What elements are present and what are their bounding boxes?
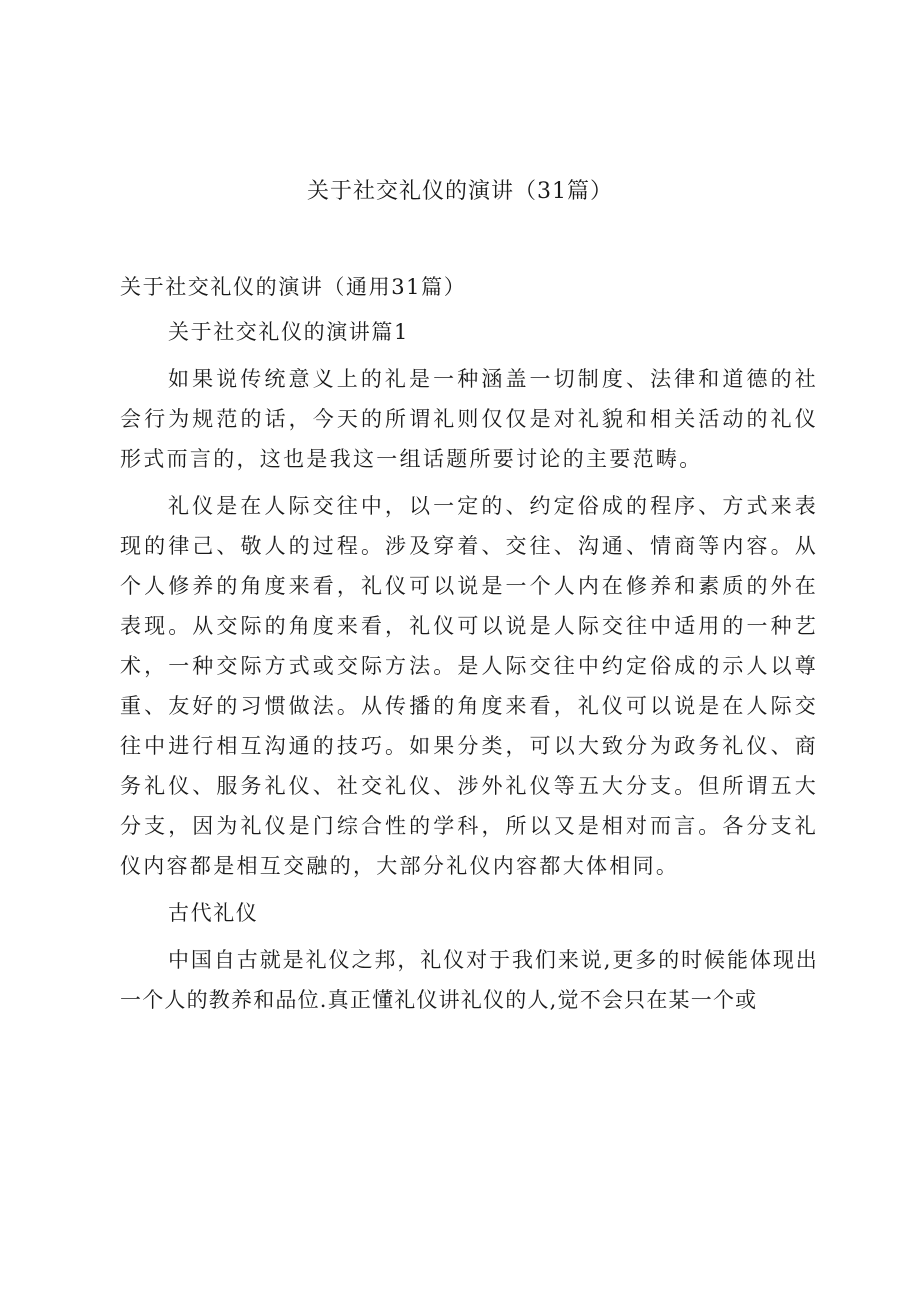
paragraph-1: 如果说传统意义上的礼是一种涵盖一切制度、法律和道德的社会行为规范的话，今天的所谓礼则仅仅是对礼貌和相关活动的礼仪形式而言的，这也是我这一组话题所要讨论的主要范畴。 <box>120 367 818 471</box>
subheading-ancient-etiquette: 古代礼仪 <box>168 901 259 925</box>
document-subtitle: 关于社交礼仪的演讲（通用31篇） <box>120 275 467 299</box>
document-title: 关于社交礼仪的演讲（31篇） <box>307 179 613 204</box>
section-heading: 关于社交礼仪的演讲篇1 <box>168 320 409 344</box>
document-body <box>120 267 818 1027</box>
paragraph-3: 中国自古就是礼仪之邦，礼仪对于我们来说,更多的时候能体现出一个人的教养和品位.真正懂礼仪讲礼仪的人,觉不会只在某一个或 <box>120 948 818 1012</box>
paragraph-2: 礼仪是在人际交往中，以一定的、约定俗成的程序、方式来表现的律己、敬人的过程。涉及穿着、交往、沟通、情商等内容。从个人修养的角度来看，礼仪可以说是一个人内在修养和素质的外在表现。从交际的角度来看，礼仪可以说是人际交往中适用的一种艺术，一种交际方式或交际方法。是人际交往中约定俗成的示人以尊重、友好的习惯做法。从传播的角度来看，礼仪可以说是在人际交往中进行相互沟通的技巧。如果分类，可以大致分为政务礼仪、商务礼仪、服务礼仪、社交礼仪、涉外礼仪等五大分支。但所谓五大分支，因为礼仪是门综合性的学科，所以又是相对而言。各分支礼仪内容都是相互交融的，大部分礼仪内容都大体相同。 <box>120 494 818 878</box>
